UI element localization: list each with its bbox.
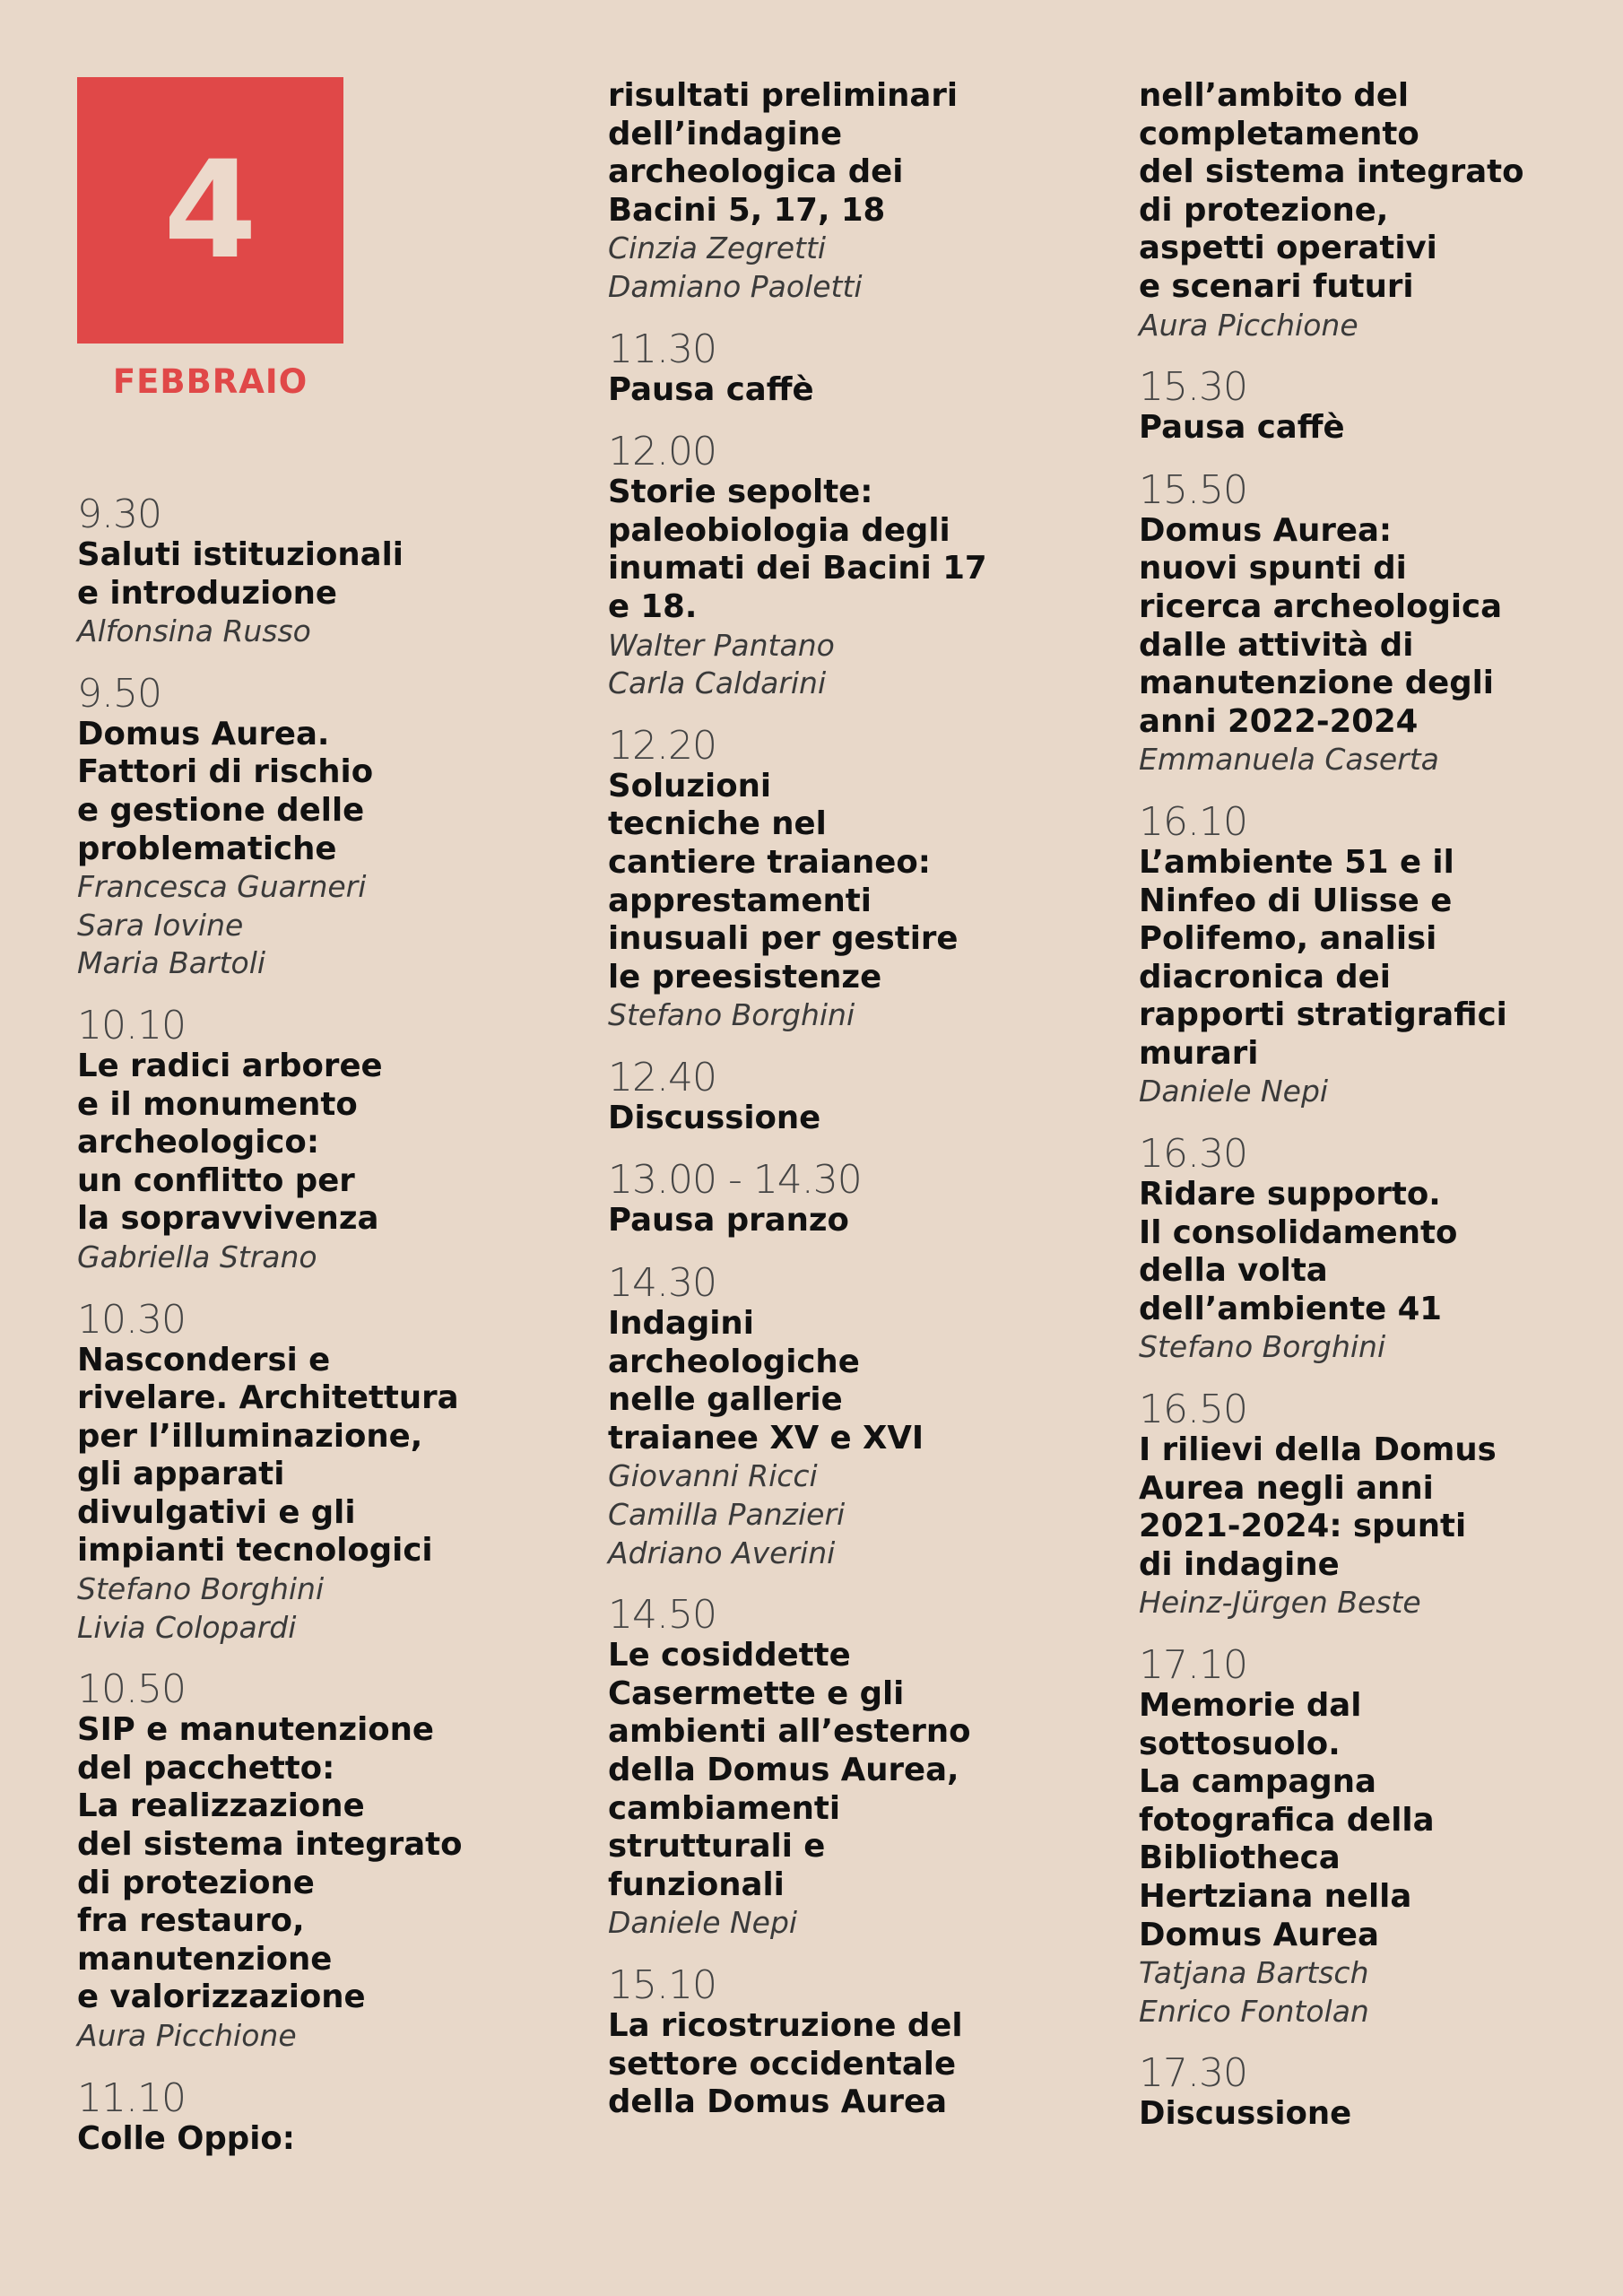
- schedule-item: [77, 1004, 579, 1277]
- date-box: [77, 77, 343, 344]
- session-speakers: Gabriella Strano: [77, 1239, 317, 1274]
- session-time: 10.30: [77, 1296, 186, 1343]
- schedule-item: [1139, 466, 1623, 779]
- session-title: SIP e manutenzione del pacchetto: La realizzazione del sistema integrato di protezione fra restauro, manutenzione e valorizzazione: [77, 1711, 463, 2016]
- session-speakers: Alfonsina Russo: [77, 613, 311, 649]
- schedule-item: [77, 670, 579, 983]
- session-time: 16.30: [1139, 1131, 1247, 1178]
- schedule-item: [608, 328, 1110, 410]
- session-title: nell’ambito del completamento del sistema integrato di protezione, aspetti operativi e scenari futuri: [1139, 77, 1524, 305]
- session-time: 11.10: [77, 2074, 186, 2121]
- session-title: L’ambiente 51 e il Ninfeo di Ulisse e Polifemo, analisi diacronica dei rapporti stratigrafici murari: [1139, 843, 1507, 1072]
- schedule-item: [608, 1262, 1110, 1572]
- day-number: 4: [163, 132, 257, 289]
- program-column-2: [608, 77, 1110, 2144]
- schedule-item: [1139, 1388, 1623, 1622]
- session-speakers: Stefano Borghini Livia Colopardi: [77, 1571, 325, 1645]
- session-time: 12.00: [608, 429, 716, 475]
- schedule-item: [77, 2074, 579, 2159]
- session-speakers: Stefano Borghini: [1139, 1329, 1386, 1365]
- schedule-item: [608, 430, 1110, 703]
- session-time: 13.00 - 14.30: [608, 1157, 862, 1204]
- schedule-item: [608, 1961, 1110, 2122]
- session-speakers: Daniele Nepi: [608, 1905, 798, 1941]
- session-title: Saluti istituzionali e introduzione: [77, 536, 404, 612]
- session-title: Storie sepolte: paleobiologia degli inumati dei Bacini 17 e 18.: [608, 474, 987, 625]
- session-time: 15.30: [1139, 364, 1247, 411]
- schedule-item: [1139, 1133, 1623, 1367]
- session-time: 12.40: [608, 1054, 716, 1100]
- schedule-item: [1139, 77, 1623, 344]
- schedule-item: [1139, 1644, 1623, 2031]
- session-time: 17.10: [1139, 1642, 1247, 1688]
- program-column-1: [77, 493, 579, 2179]
- session-time: 15.50: [1139, 466, 1247, 513]
- session-title: Indagini archeologiche nelle gallerie traianee XV e XVI: [608, 1305, 924, 1457]
- session-time: 12.20: [608, 722, 716, 769]
- session-speakers: Cinzia Zegretti Damiano Paoletti: [608, 230, 863, 304]
- session-title: Pausa pranzo: [608, 1202, 849, 1239]
- session-title: Le cosiddette Casermette e gli ambienti all’esterno della Domus Aurea, cambiamenti strutturali e funzionali: [608, 1637, 971, 1903]
- schedule-item: [608, 1594, 1110, 1943]
- session-speakers: Francesca Guarneri Sara Iovine Maria Bartoli: [77, 869, 367, 981]
- month-label: FEBBRAIO: [112, 362, 308, 401]
- schedule-item: [1139, 366, 1623, 448]
- session-title: risultati preliminari dell’indagine archeologica dei Bacini 5, 17, 18: [608, 77, 959, 229]
- session-title: Soluzioni tecniche nel cantiere traianeo: apprestamenti inusuali per gestire le preesistenze: [608, 767, 959, 996]
- session-title: La ricostruzione del settore occidentale della Domus Aurea: [608, 2006, 963, 2121]
- session-speakers: Giovanni Ricci Camilla Panzieri Adriano Averini: [608, 1458, 846, 1570]
- session-time: 17.30: [1139, 2050, 1247, 2097]
- session-time: 16.10: [1139, 798, 1247, 845]
- session-title: Domus Aurea: nuovi spunti di ricerca archeologica dalle attività di manutenzione degli anni 2022-2024: [1139, 511, 1503, 740]
- session-title: Discussione: [608, 1099, 821, 1136]
- session-title: Pausa caffè: [1139, 409, 1345, 447]
- session-speakers: Daniele Nepi: [1139, 1074, 1329, 1109]
- session-speakers: Aura Picchione: [1139, 307, 1358, 343]
- program-column-3: [1139, 77, 1623, 2155]
- session-time: 16.50: [1139, 1387, 1247, 1433]
- session-time: 10.10: [77, 1002, 186, 1048]
- session-speakers: Stefano Borghini: [608, 997, 855, 1033]
- session-time: 14.50: [608, 1592, 716, 1639]
- schedule-item: [77, 493, 579, 651]
- session-time: 14.30: [608, 1260, 716, 1307]
- session-speakers: Aura Picchione: [77, 2018, 297, 2053]
- schedule-item: [608, 1054, 1110, 1138]
- session-title: Ridare supporto. Il consolidamento della volta dell’ambiente 41: [1139, 1176, 1458, 1327]
- session-speakers: Tatjana Bartsch Enrico Fontolan: [1139, 1955, 1369, 2029]
- session-speakers: Walter Pantano Carla Caldarini: [608, 627, 835, 701]
- session-speakers: Emmanuela Caserta: [1139, 742, 1439, 778]
- session-title: Colle Oppio:: [77, 2119, 295, 2157]
- session-title: Pausa caffè: [608, 370, 814, 408]
- session-time: 9.50: [77, 670, 161, 717]
- session-title: Memorie dal sottosuolo. La campagna fotografica della Bibliotheca Hertziana nella Domus Aurea: [1139, 1687, 1435, 1953]
- session-title: Domus Aurea. Fattori di rischio e gestione delle problematiche: [77, 715, 374, 867]
- session-time: 9.30: [77, 491, 161, 537]
- session-title: Le radici arboree e il monumento archeologico: un conflitto per la sopravvivenza: [77, 1047, 383, 1238]
- session-speakers: Heinz-Jürgen Beste: [1139, 1585, 1421, 1621]
- schedule-item: [1139, 2052, 1623, 2134]
- schedule-item: [608, 722, 1110, 1035]
- schedule-item: [77, 1296, 579, 1648]
- schedule-item: [77, 1668, 579, 2055]
- schedule-item: [1139, 798, 1623, 1111]
- session-title: I rilievi della Domus Aurea negli anni 2021-2024: spunti di indagine: [1139, 1431, 1497, 1583]
- session-title: Discussione: [1139, 2095, 1352, 2133]
- schedule-item: [608, 77, 1110, 307]
- session-time: 10.50: [77, 1666, 186, 1713]
- session-time: 15.10: [608, 1961, 716, 2008]
- schedule-item: [608, 1159, 1110, 1240]
- session-time: 11.30: [608, 326, 716, 372]
- session-title: Nascondersi e rivelare. Architettura per l’illuminazione, gli apparati divulgativi e gli impianti tecnologici: [77, 1341, 459, 1570]
